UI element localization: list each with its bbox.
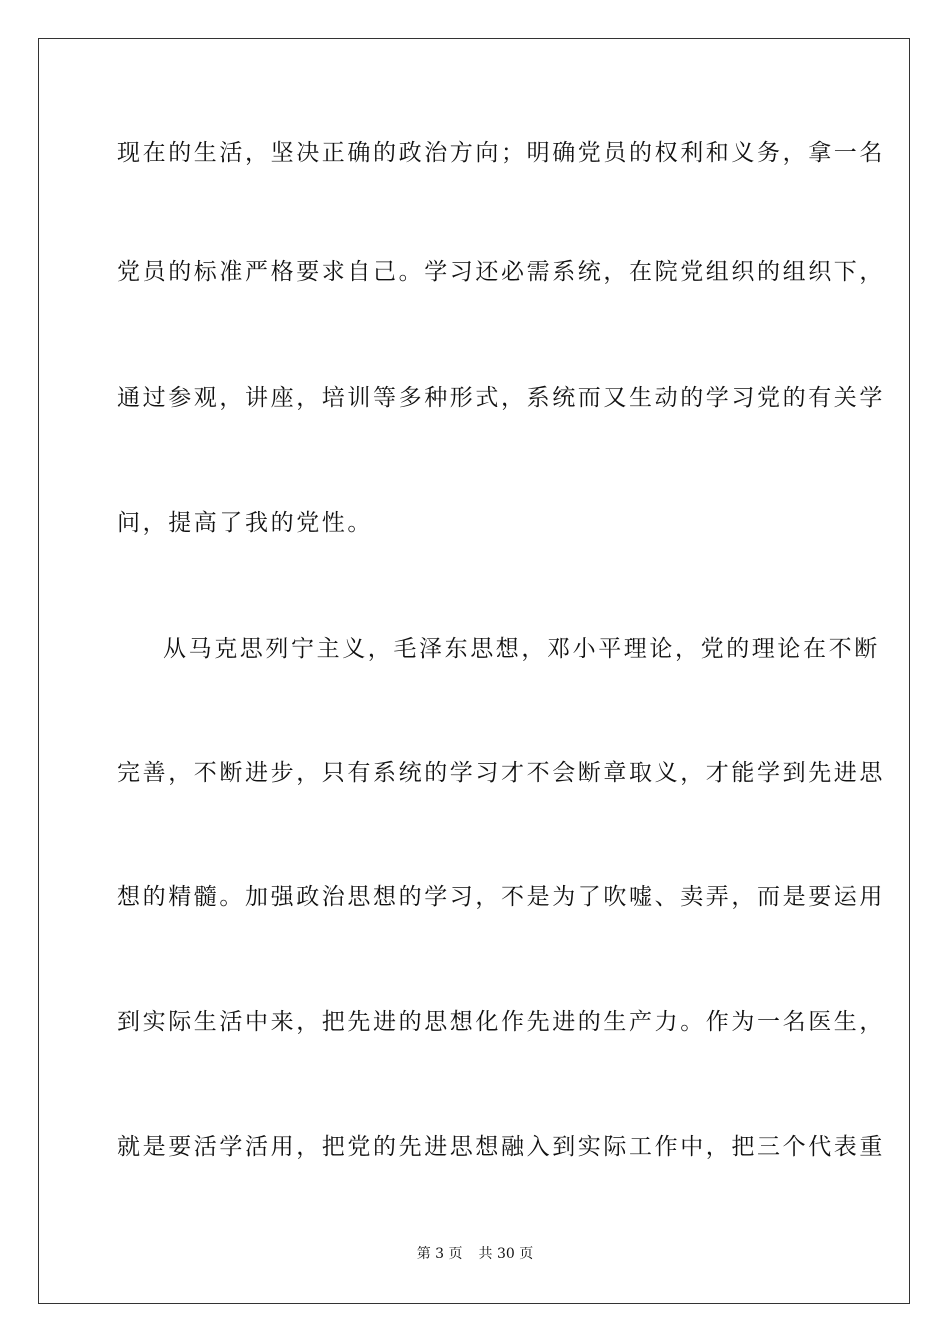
- page-border: [38, 38, 910, 1304]
- page-footer: [0, 1245, 950, 1263]
- text-line-3: 通过参观，讲座，培训等多种形式，系统而又生动的学习党的有关学: [117, 385, 885, 411]
- text-line-2: 党员的标准严格要求自己。学习还必需系统，在院党组织的组织下，: [117, 259, 885, 285]
- page-number: 第 3 页: [416, 1246, 463, 1262]
- text-line-6: 完善，不断进步，只有系统的学习才不会断章取义，才能学到先进思: [117, 760, 885, 786]
- text-line-1: 现在的生活，坚决正确的政治方向；明确党员的权利和义务，拿一名: [117, 140, 885, 166]
- text-line-8: 到实际生活中来，把先进的思想化作先进的生产力。作为一名医生，: [117, 1009, 885, 1035]
- text-line-5-paragraph-start: 从马克思列宁主义，毛泽东思想，邓小平理论，党的理论在不断: [163, 636, 880, 662]
- text-line-4: 问，提高了我的党性。: [117, 510, 373, 536]
- text-line-7: 想的精髓。加强政治思想的学习，不是为了吹嘘、卖弄，而是要运用: [117, 884, 885, 910]
- total-pages: 共 30 页: [478, 1246, 534, 1262]
- text-line-9: 就是要活学活用，把党的先进思想融入到实际工作中，把三个代表重: [117, 1134, 885, 1160]
